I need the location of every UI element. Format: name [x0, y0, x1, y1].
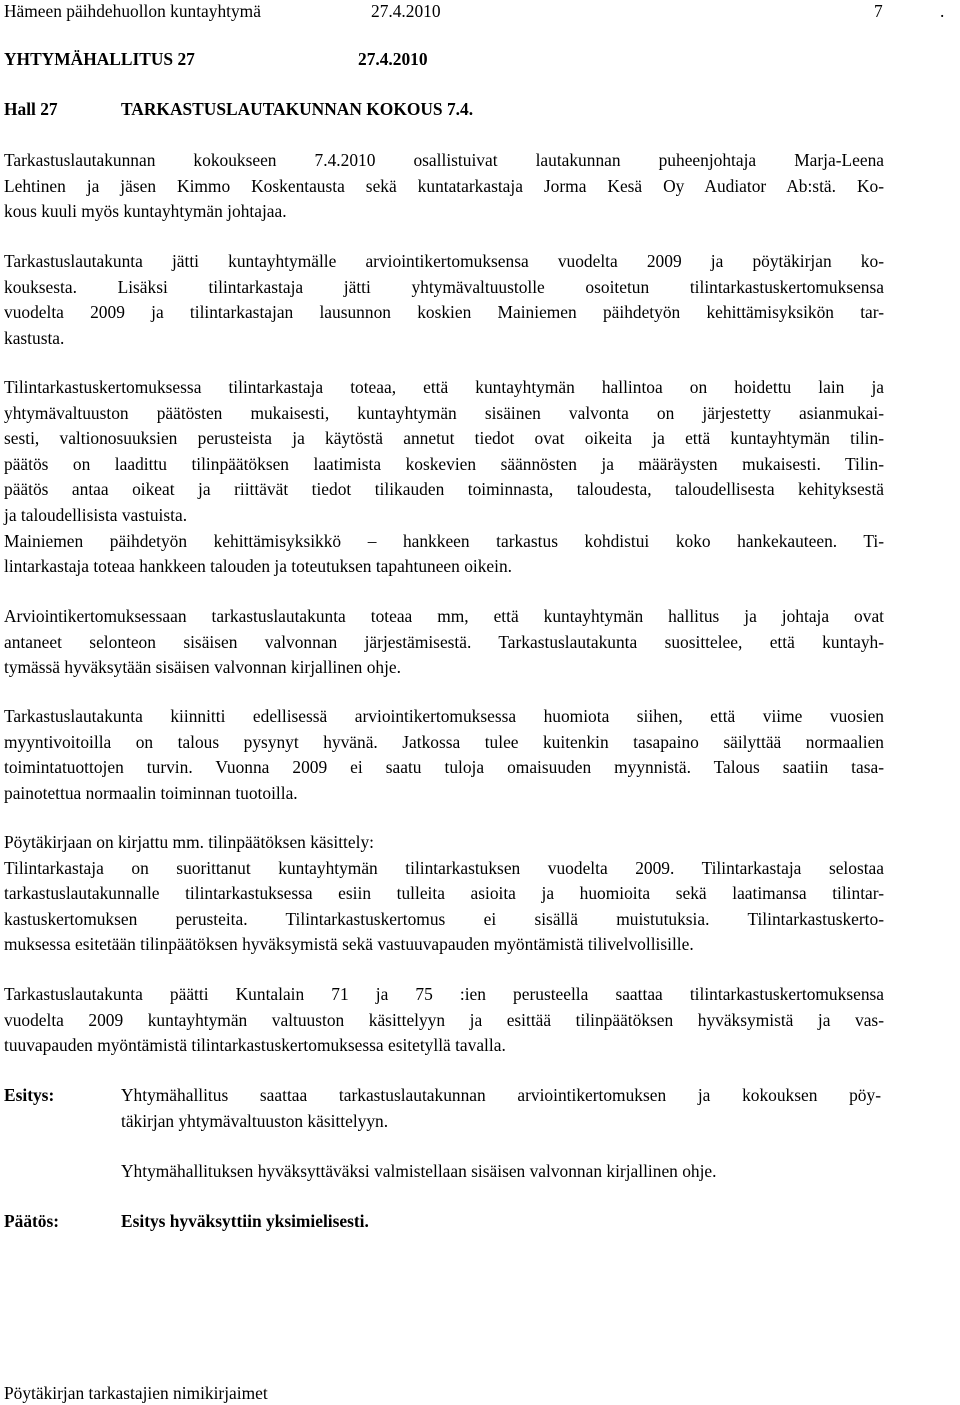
paragraph-line: Tarkastuslautakunta kiinnitti edellisessä arviointikertomuksessa huomiota siihen, että viime vuosien	[4, 706, 884, 726]
paragraph-line: Tilintarkastuskertomuksessa tilintarkastaja toteaa, että kuntayhtymän hallintoa on hoidettu lain ja	[4, 377, 884, 397]
paragraph-line: myyntivoitoilla on talous pysynyt hyvänä. Jatkossa tulee kuitenkin tasapaino säilyttää normaalien	[4, 731, 884, 752]
paragraph-line: Lehtinen ja jäsen Kimmo Koskentausta sekä kuntatarkastaja Jorma Kesä Oy Audiator Ab:stä. Ko-	[4, 175, 884, 196]
paragraph-line: tymässä hyväksytään sisäisen valvonnan kirjallinen ohje.	[4, 657, 401, 678]
paragraph-line: kous kuuli myös kuntayhtymän johtajaa.	[4, 201, 287, 222]
header-date: 27.4.2010	[371, 1, 441, 21]
paragraph-line: Arviointikertomuksessaan tarkastuslautakunta toteaa mm, että kuntayhtymän hallitus ja johtaja ovat	[4, 606, 884, 626]
paragraph-line: Tarkastuslautakunnan kokoukseen 7.4.2010 osallistuivat lautakunnan puheenjohtaja Marja-Leena	[4, 150, 884, 170]
decision-text: Esitys hyväksyttiin yksimielisesti.	[121, 1211, 369, 1231]
paragraph-line: Pöytäkirjaan on kirjattu mm. tilinpäätöksen käsittely:	[4, 832, 374, 852]
paragraph-line: tuuvapauden myöntämistä tilintarkastuskertomuksessa esitetyllä tavalla.	[4, 1035, 506, 1056]
header-org: Hämeen päihdehuollon kuntayhtymä	[4, 1, 261, 21]
paragraph-line: Tarkastuslautakunta jätti kuntayhtymälle arviointikertomuksensa vuodelta 2009 ja pöytäkirjan ko-	[4, 251, 884, 271]
paragraph-line: kouksesta. Lisäksi tilintarkastaja jätti yhtymävaltuustolle osoitetun tilintarkastuskertomuksensa	[4, 276, 884, 297]
paragraph-line: vuodelta 2009 kuntayhtymän valtuuston käsittelyyn ja esittää tilinpäätöksen hyväksymistä ja vas-	[4, 1009, 884, 1030]
proposal-line: täkirjan yhtymävaltuuston käsittelyyn.	[121, 1110, 389, 1131]
paragraph-4	[4, 604, 884, 681]
footer-initials-label: Pöytäkirjan tarkastajien nimikirjaimet	[4, 1383, 268, 1403]
section-title: TARKASTUSLAUTAKUNNAN KOKOUS 7.4.	[121, 99, 474, 119]
paragraph-line: lintarkastaja toteaa hankkeen talouden ja toteutuksen tapahtuneen oikein.	[4, 556, 513, 577]
proposal-text	[121, 1083, 881, 1134]
section-ref: Hall 27	[4, 99, 58, 119]
page-number: 7	[874, 1, 883, 21]
proposal-line: Yhtymähallitus saattaa tarkastuslautakunnan arviointikertomuksen ja kokouksen pöy-	[121, 1085, 881, 1105]
paragraph-line: toimintatuottojen turvin. Vuonna 2009 ei saatu tuloja omaisuuden myynnistä. Talous saatiin tasa-	[4, 757, 884, 778]
paragraph-5	[4, 704, 884, 806]
paragraph-line: päätös antaa oikeat ja riittävät tiedot tilikauden toiminnasta, taloudesta, taloudellisesta kehityksestä	[4, 479, 884, 500]
paragraph-line: kastusta.	[4, 327, 65, 348]
paragraph-line: painotettua normaalin toiminnan tuotoilla.	[4, 782, 298, 803]
paragraph-line: päätös on laadittu tilinpäätöksen laatimista koskevien säännösten ja määräysten mukaisesti. Tilin-	[4, 453, 884, 474]
paragraph-7	[4, 982, 884, 1059]
header-dot: .	[940, 1, 945, 21]
meeting-date: 27.4.2010	[358, 49, 428, 69]
paragraph-line: antaneet selonteon sisäisen valvonnan järjestämisestä. Tarkastuslautakunta suosittelee, että kuntayh-	[4, 631, 884, 652]
paragraph-line: yhtymävaltuuston päätösten mukaisesti, kuntayhtymän sisäinen valvonta on järjestetty asianmukai-	[4, 402, 884, 423]
paragraph-line: Mainiemen päihdetyön kehittämisyksikkö – hankkeen tarkastus kohdistui koko hankekauteen. Ti-	[4, 530, 884, 551]
paragraph-line: muksessa esitetään tilinpäätöksen hyväksymistä sekä vastuuvapauden myöntämistä tilivelvollisille.	[4, 934, 694, 955]
proposal-label: Esitys:	[4, 1085, 55, 1105]
paragraph-2	[4, 249, 884, 351]
paragraph-line: Tilintarkastaja on suorittanut kuntayhtymän tilintarkastuksen vuodelta 2009. Tilintarkastaja selostaa	[4, 857, 884, 878]
paragraph-line: kastuskertomuksen perusteita. Tilintarkastuskertomus ei sisällä muistutuksia. Tilintarkastuskerto-	[4, 908, 884, 929]
decision-label: Päätös:	[4, 1211, 60, 1231]
paragraph-3	[4, 375, 884, 580]
paragraph-line: ja taloudellisista vastuista.	[4, 504, 188, 525]
paragraph-1	[4, 148, 884, 225]
proposal-extra: Yhtymähallituksen hyväksyttäväksi valmistellaan sisäisen valvonnan kirjallinen ohje.	[121, 1161, 717, 1181]
paragraph-6	[4, 830, 884, 958]
paragraph-line: vuodelta 2009 ja tilintarkastajan lausunnon koskien Mainiemen päihdetyön kehittämisyksikön tar-	[4, 302, 884, 323]
paragraph-line: sesti, valtionosuuksien perusteista ja käytöstä annetut tiedot ovat oikeita ja että kuntayhtymän tilin-	[4, 428, 884, 449]
meeting-title: YHTYMÄHALLITUS 27	[4, 49, 195, 69]
paragraph-line: Tarkastuslautakunta päätti Kuntalain 71 ja 75 :ien perusteella saattaa tilintarkastuskertomuksensa	[4, 984, 884, 1004]
paragraph-line: tarkastuslautakunnalle tilintarkastuksessa esiin tulleita asioita ja huomioita sekä laatimansa tilintar-	[4, 883, 884, 904]
